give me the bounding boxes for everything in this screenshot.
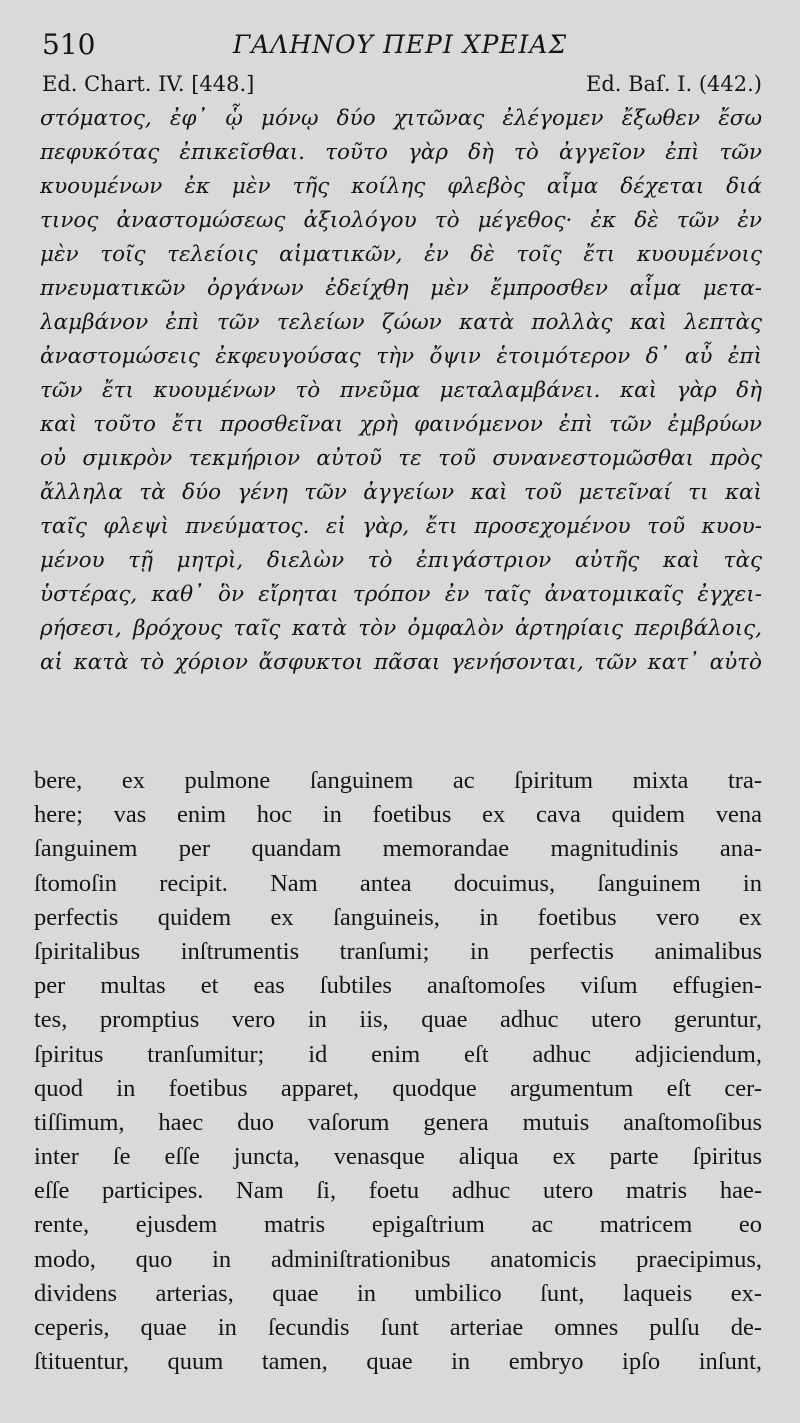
greek-text-line: ταῖς φλεψὶ πνεύματος. εἰ γὰρ, ἔτι προσεχομένου τοῦ κυου- — [40, 514, 762, 539]
greek-text-line: ὑστέρας, καθ᾽ ὃν εἴρηται τρόπον ἐν ταῖς ἀνατομικαῖς ἐγχει- — [40, 582, 762, 607]
latin-text-line: ſanguinem per quandam memorandae magnitudinis ana- — [34, 835, 762, 863]
greek-text-line: μένου τῇ μητρὶ, διελὼν τὸ ἐπιγάστριον αὐτῆς καὶ τὰς — [40, 548, 762, 573]
latin-text-line: eſſe participes. Nam ſi, foetu adhuc utero matris hae- — [34, 1177, 762, 1205]
page-number: 510 — [42, 28, 96, 61]
latin-text-line: ſtituentur, quum tamen, quae in embryo ipſo inſunt, — [34, 1348, 762, 1376]
greek-text-line: αἱ κατὰ τὸ χόριον ἄσφυκτοι πᾶσαι γενήσονται, τῶν κατ᾽ αὐτὸ — [40, 650, 762, 675]
greek-text-line: ρήσεσι, βρόχους ταῖς κατὰ τὸν ὀμφαλὸν ἀρτηρίαις περιβάλοις, — [40, 616, 762, 641]
greek-text-line: στόματος, ἐφ᾽ ᾧ μόνῳ δύο χιτῶνας ἐλέγομεν ἔξωθεν ἔσω — [40, 106, 762, 131]
latin-text-block — [34, 764, 762, 1379]
latin-text-line: dividens arterias, quae in umbilico ſunt, laqueis ex- — [34, 1279, 762, 1307]
latin-text-line: rente, ejusdem matris epigaſtrium ac matricem eo — [34, 1211, 762, 1239]
greek-text-line: ἀναστομώσεις ἐκφευγούσας τὴν ὄψιν ἑτοιμότερον δ᾽ αὖ ἐπὶ — [40, 344, 762, 369]
latin-text-line: per multas et eas ſubtiles anaſtomoſes viſum effugien- — [34, 972, 762, 1000]
latin-text-line: ſtomoſin recipit. Nam antea docuimus, ſanguinem in — [34, 869, 762, 897]
greek-text-block — [40, 102, 762, 680]
edition-reference-line — [42, 72, 762, 102]
latin-text-line: modo, quo in adminiſtrationibus anatomicis praecipimus, — [34, 1245, 762, 1273]
greek-text-line: κυουμένων ἐκ μὲν τῆς κοίλης φλεβὸς αἷμα δέχεται διά — [40, 174, 762, 199]
latin-text-line: tiſſimum, haec duo vaſorum genera mutuis anaſtomoſibus — [34, 1108, 762, 1136]
latin-text-line: ceperis, quae in ſecundis ſunt arteriae omnes pulſu de- — [34, 1314, 762, 1341]
latin-text-line: ſpiritalibus inſtrumentis tranſumi; in perfectis animalibus — [34, 937, 762, 965]
latin-text-line: tes, promptius vero in iis, quae adhuc utero geruntur, — [34, 1006, 762, 1034]
greek-text-line: τῶν ἔτι κυουμένων τὸ πνεῦμα μεταλαμβάνει. καὶ γὰρ δὴ — [40, 378, 762, 403]
latin-text-line: perfectis quidem ex ſanguineis, in foetibus vero ex — [34, 903, 762, 931]
latin-text-line: here; vas enim hoc in foetibus ex cava quidem vena — [34, 801, 762, 829]
greek-text-line: πνευματικῶν ὀργάνων ἐδείχθη μὲν ἔμπροσθεν αἷμα μετα- — [40, 276, 762, 301]
greek-text-line: μὲν τοῖς τελείοις αἱματικῶν, ἐν δὲ τοῖς ἔτι κυουμένοις — [40, 242, 762, 267]
greek-text-line: ἄλληλα τὰ δύο γένη τῶν ἀγγείων καὶ τοῦ μετεῖναί τι καὶ — [40, 480, 762, 505]
latin-text-line: quod in foetibus apparet, quodque argumentum eſt cer- — [34, 1074, 762, 1102]
running-title: ΓΑΛΗΝΟΥ ΠΕΡΙ ΧΡΕΙΑΣ — [232, 30, 568, 59]
greek-text-line: τινος ἀναστομώσεως ἀξιολόγου τὸ μέγεθος· ἐκ δὲ τῶν ἐν — [40, 208, 762, 233]
latin-text-line: bere, ex pulmone ſanguinem ac ſpiritum mixta tra- — [34, 767, 762, 794]
greek-text-line: λαμβάνον ἐπὶ τῶν τελείων ζώων κατὰ πολλὰς καὶ λεπτὰς — [40, 310, 762, 335]
latin-text-line: inter ſe eſſe juncta, venasque aliqua ex parte ſpiritus — [34, 1143, 762, 1171]
page-header — [38, 28, 762, 64]
edition-reference-right: Ed. Baſ. I. (442.) — [586, 72, 762, 96]
greek-text-line: οὐ σμικρὸν τεκμήριον αὐτοῦ τε τοῦ συνανεστομῶσθαι πρὸς — [40, 446, 762, 471]
edition-reference-left: Ed. Chart. IV. [448.] — [42, 72, 255, 96]
greek-text-line: καὶ τοῦτο ἔτι προσθεῖναι χρὴ φαινόμενον ἐπὶ τῶν ἐμβρύων — [40, 412, 762, 437]
latin-text-line: ſpiritus tranſumitur; id enim eſt adhuc adjiciendum, — [34, 1040, 762, 1068]
greek-text-line: πεφυκότας ἐπικεῖσθαι. τοῦτο γὰρ δὴ τὸ ἀγγεῖον ἐπὶ τῶν — [40, 140, 762, 165]
